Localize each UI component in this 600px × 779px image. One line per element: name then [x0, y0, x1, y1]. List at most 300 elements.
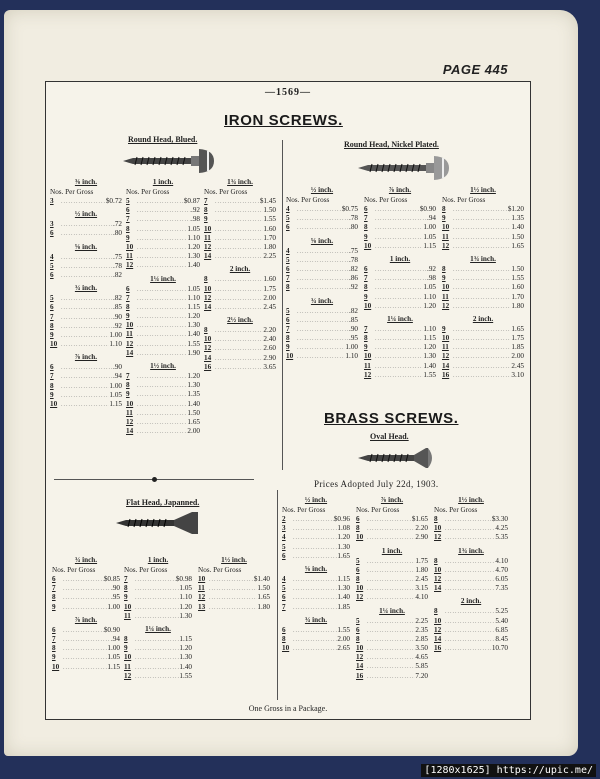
price-per-gross: 1.20: [187, 312, 200, 321]
size-heading: 1 inch.: [147, 556, 169, 564]
dot-leader: [293, 534, 337, 543]
screw-number: 5: [50, 294, 54, 303]
dot-leader: [61, 373, 113, 382]
dot-leader: [293, 594, 337, 603]
price-row: [364, 274, 436, 283]
price-per-gross: .85: [349, 315, 358, 324]
price-row: [286, 205, 358, 214]
dot-leader: [375, 353, 423, 362]
price-row: [356, 617, 428, 626]
screw-number: 9: [442, 324, 446, 333]
screw-number: 10: [204, 284, 212, 293]
screw-number: 10: [50, 400, 58, 408]
price-per-gross: .82: [113, 270, 122, 279]
dot-leader: [63, 654, 107, 663]
price-row: [124, 644, 192, 653]
price-row: [198, 575, 270, 584]
screw-number: 9: [126, 390, 130, 399]
price-per-gross: 1.75: [415, 556, 428, 565]
price-row: [50, 229, 122, 238]
flat-head-screw-icon: [114, 510, 200, 536]
price-row: [442, 352, 524, 361]
dot-leader: [445, 534, 495, 543]
dot-leader: [61, 314, 113, 323]
dot-leader: [215, 364, 263, 373]
price-row: [364, 371, 436, 380]
screw-number: 6: [356, 515, 360, 523]
price-row: [126, 312, 200, 321]
dot-leader: [375, 284, 423, 293]
price-row: [126, 321, 200, 330]
screw-number: 7: [126, 293, 130, 302]
screw-number: 12: [126, 417, 134, 426]
price-per-gross: 1.10: [109, 340, 122, 349]
price-per-gross: 1.10: [423, 292, 436, 301]
dot-leader: [375, 344, 423, 353]
price-per-gross: 5.35: [495, 533, 508, 542]
price-per-gross: 1.30: [179, 653, 192, 662]
screw-number: 3: [50, 197, 54, 205]
price-row: [204, 285, 276, 294]
screw-number: 10: [364, 352, 372, 361]
size-heading: 1¼ inch.: [145, 624, 171, 633]
price-row: [356, 575, 428, 584]
screw-number: 4: [50, 252, 54, 261]
dot-leader: [61, 304, 113, 313]
dot-leader: [297, 317, 349, 326]
price-per-gross: 7.20: [415, 671, 428, 680]
screw-number: 10: [364, 301, 372, 310]
page-number: PAGE 445: [442, 62, 508, 77]
dot-leader: [137, 226, 187, 235]
screw-number: 14: [204, 252, 212, 261]
price-per-gross: 1.15: [337, 574, 350, 583]
iron-blued-col-2: [126, 174, 200, 436]
price-per-gross: 1.10: [179, 593, 192, 602]
dot-leader: [137, 286, 187, 295]
size-heading: ⅝ inch.: [304, 564, 328, 573]
price-per-gross: 1.05: [423, 283, 436, 292]
price-per-gross: 1.80: [257, 602, 270, 611]
price-per-gross: 1.40: [337, 593, 350, 602]
screw-number: 8: [124, 584, 128, 593]
screw-number: 8: [50, 321, 54, 330]
screw-number: 6: [126, 284, 130, 293]
price-per-gross: 10.70: [491, 644, 508, 653]
screw-number: 8: [434, 607, 438, 616]
price-per-gross: 4.25: [495, 524, 508, 533]
screw-number: 16: [356, 671, 364, 680]
dot-leader: [375, 326, 423, 335]
price-per-gross: 2.45: [415, 574, 428, 583]
price-row: [126, 427, 200, 436]
dot-leader: [137, 198, 184, 207]
price-row: [282, 524, 350, 533]
price-row: [442, 223, 524, 232]
dot-leader: [61, 230, 113, 239]
dot-leader: [367, 516, 412, 525]
price-row: [286, 352, 358, 361]
screw-number: 7: [282, 602, 286, 611]
dot-leader: [137, 304, 187, 313]
price-row: [126, 197, 200, 206]
price-row: [356, 584, 428, 593]
price-row: [286, 214, 358, 223]
screw-number: 10: [204, 335, 212, 344]
price-per-gross: .95: [349, 334, 358, 343]
dot-leader: [297, 284, 349, 293]
price-row: [282, 543, 350, 552]
size-heading: 1 inch.: [381, 546, 403, 555]
dot-leader: [209, 604, 257, 613]
price-per-gross: 1.15: [179, 634, 192, 643]
price-per-gross: 1.40: [423, 361, 436, 370]
screw-number: 7: [364, 274, 368, 283]
screw-number: 10: [442, 334, 450, 343]
oval-head-screw-icon: [356, 445, 438, 471]
price-row: [50, 372, 122, 381]
screw-number: 11: [126, 330, 133, 339]
dot-leader: [215, 276, 263, 285]
dot-leader: [135, 613, 179, 622]
screw-number: 10: [50, 340, 58, 349]
price-per-gross: 5.25: [495, 607, 508, 616]
price-date-note: Prices Adopted July 22d, 1903.: [314, 479, 439, 489]
size-heading: 1¾ inch.: [458, 546, 484, 555]
price-per-gross: .80: [349, 223, 358, 232]
price-row: [364, 265, 436, 274]
price-per-gross: 1.20: [423, 343, 436, 352]
price-per-gross: 1.30: [187, 321, 200, 330]
price-per-gross: 4.70: [495, 565, 508, 574]
price-per-gross: 1.80: [415, 565, 428, 574]
price-row: [282, 584, 350, 593]
price-row: [204, 303, 276, 312]
screw-number: 6: [364, 205, 368, 213]
price-row: [442, 214, 524, 223]
price-per-gross: 2.40: [263, 335, 276, 344]
price-row: [204, 275, 276, 284]
price-row: [50, 197, 122, 206]
size-heading: 1½ inch.: [458, 496, 484, 504]
dot-leader: [215, 355, 263, 364]
dot-leader: [215, 198, 260, 207]
price-row: [286, 343, 358, 352]
price-row: [442, 205, 524, 214]
price-per-gross: .92: [427, 264, 436, 273]
price-per-gross: 1.85: [511, 343, 524, 352]
price-row: [442, 233, 524, 242]
screw-number: 12: [442, 241, 450, 250]
size-heading: ½ inch.: [310, 186, 334, 194]
price-per-gross: 6.85: [495, 625, 508, 634]
screw-number: 12: [204, 293, 212, 302]
dot-leader: [61, 323, 113, 332]
screw-number: 9: [50, 330, 54, 339]
iron-blued-col-3: [204, 174, 276, 372]
screw-number: 14: [442, 361, 450, 370]
screw-number: 14: [126, 427, 134, 436]
price-per-gross: $0.90: [419, 205, 436, 213]
screw-number: 12: [434, 574, 442, 583]
price-row: [126, 418, 200, 427]
size-heading: ⅞ inch.: [380, 496, 404, 504]
dot-leader: [453, 335, 511, 344]
screw-number: 9: [442, 214, 446, 223]
dot-leader: [375, 294, 423, 303]
price-row: [204, 206, 276, 215]
dot-leader: [61, 272, 113, 281]
price-row: [124, 653, 192, 662]
price-row: [364, 205, 436, 214]
price-row: [364, 343, 436, 352]
dot-leader: [445, 576, 495, 585]
size-heading: 1½ inch.: [221, 556, 247, 564]
price-per-gross: 1.90: [187, 348, 200, 357]
size-heading: 1¾ inch.: [470, 254, 496, 263]
screw-number: 8: [364, 283, 368, 292]
dot-leader: [215, 336, 263, 345]
screw-number: 9: [364, 232, 368, 241]
price-per-gross: .92: [113, 321, 122, 330]
dot-leader: [453, 275, 511, 284]
price-per-gross: 1.65: [337, 551, 350, 560]
dot-leader: [297, 335, 349, 344]
price-row: [442, 283, 524, 292]
price-row: [50, 253, 122, 262]
dot-leader: [215, 235, 263, 244]
price-per-gross: 1.15: [187, 302, 200, 311]
price-row: [50, 363, 122, 372]
price-per-gross: $1.45: [259, 197, 276, 205]
screw-number: 8: [364, 223, 368, 232]
price-per-gross: $0.98: [175, 575, 192, 583]
iron-screws-heading: IRON SCREWS.: [224, 112, 343, 129]
screw-number: 4: [286, 246, 290, 255]
price-per-gross: 1.35: [187, 390, 200, 399]
dot-leader: [293, 576, 337, 585]
price-per-gross: 1.40: [187, 399, 200, 408]
price-per-gross: 1.00: [109, 381, 122, 390]
screw-number: 8: [434, 515, 438, 523]
screw-number: 12: [442, 301, 450, 310]
price-row: [286, 325, 358, 334]
column-header: Nos. Per Gross: [282, 506, 326, 514]
screw-number: 4: [282, 533, 286, 542]
price-per-gross: 3.10: [511, 370, 524, 379]
screw-number: 8: [442, 264, 446, 273]
price-row: [434, 617, 508, 626]
price-per-gross: 1.30: [423, 352, 436, 361]
price-row: [126, 390, 200, 399]
screw-number: 9: [364, 343, 368, 352]
price-per-gross: .80: [113, 229, 122, 238]
dot-leader: [297, 308, 349, 317]
price-per-gross: .90: [113, 312, 122, 321]
dot-leader: [137, 428, 187, 437]
price-per-gross: 2.35: [415, 625, 428, 634]
price-per-gross: 1.50: [511, 264, 524, 273]
price-per-gross: 2.00: [263, 293, 276, 302]
price-row: [50, 400, 122, 409]
column-divider-lower: [277, 490, 278, 700]
price-per-gross: 4.10: [495, 556, 508, 565]
price-per-gross: .82: [113, 294, 122, 303]
screw-number: 9: [126, 233, 130, 242]
dot-leader: [367, 534, 415, 543]
iron-nickel-col-3: [442, 182, 524, 380]
screw-number: 10: [364, 241, 372, 250]
screw-number: 12: [126, 339, 134, 348]
price-row: [126, 330, 200, 339]
screw-number: 5: [126, 197, 130, 205]
price-row: [286, 307, 358, 316]
dot-leader: [135, 645, 179, 654]
price-per-gross: 1.20: [179, 602, 192, 611]
price-row: [356, 533, 428, 542]
price-per-gross: 1.65: [187, 417, 200, 426]
price-per-gross: 3.50: [415, 644, 428, 653]
screw-number: 10: [434, 524, 442, 533]
size-heading: ⅝ inch.: [310, 236, 334, 245]
dot-leader: [61, 263, 113, 272]
dot-leader: [453, 353, 511, 362]
screw-number: 8: [282, 634, 286, 643]
dot-leader: [297, 275, 349, 284]
screw-number: 2: [282, 515, 286, 523]
price-row: [442, 343, 524, 352]
price-row: [282, 552, 350, 561]
price-per-gross: 1.50: [263, 206, 276, 215]
price-row: [52, 635, 120, 644]
price-row: [442, 325, 524, 334]
size-heading: ¾ inch.: [74, 284, 98, 293]
price-row: [126, 409, 200, 418]
screw-number: 12: [124, 671, 132, 680]
screw-number: 11: [198, 584, 205, 593]
divider-dot: [152, 477, 157, 482]
screw-number: 11: [124, 611, 131, 620]
screw-number: 5: [282, 584, 286, 593]
dot-leader: [375, 372, 423, 381]
price-per-gross: 1.15: [109, 400, 122, 408]
price-row: [286, 316, 358, 325]
dot-leader: [137, 207, 191, 216]
size-heading: 1¼ inch.: [379, 606, 405, 615]
size-heading: 2 inch.: [460, 597, 482, 606]
price-per-gross: 1.30: [179, 611, 192, 620]
dot-leader: [445, 645, 492, 654]
dot-leader: [367, 576, 415, 585]
catalog-page-number: —1569—: [265, 87, 311, 98]
dot-leader: [297, 266, 349, 275]
price-row: [124, 575, 192, 584]
price-row: [356, 524, 428, 533]
screw-number: 10: [204, 224, 212, 233]
column-header: Nos. Per Gross: [442, 196, 486, 204]
screw-number: 8: [126, 302, 130, 311]
price-row: [50, 322, 122, 331]
dot-leader: [61, 198, 106, 207]
price-row: [286, 265, 358, 274]
screw-number: 5: [50, 261, 54, 270]
dot-leader: [445, 516, 492, 525]
dot-leader: [215, 345, 263, 354]
price-row: [126, 234, 200, 243]
screw-number: 8: [126, 224, 130, 233]
dot-leader: [293, 553, 337, 562]
screw-number: 10: [124, 653, 132, 662]
dot-leader: [297, 344, 345, 353]
price-per-gross: 2.00: [337, 634, 350, 643]
price-row: [442, 371, 524, 380]
price-row: [364, 223, 436, 232]
price-row: [434, 644, 508, 653]
screw-number: 7: [124, 575, 128, 583]
price-per-gross: 2.90: [263, 353, 276, 362]
dot-leader: [453, 224, 511, 233]
price-per-gross: $0.75: [341, 205, 358, 213]
price-row: [204, 252, 276, 261]
price-row: [356, 593, 428, 602]
price-row: [434, 607, 508, 616]
price-per-gross: 1.05: [423, 232, 436, 241]
dot-leader: [137, 350, 187, 359]
price-row: [204, 234, 276, 243]
price-per-gross: $0.87: [183, 197, 200, 205]
dot-leader: [367, 673, 415, 682]
dot-leader: [367, 567, 415, 576]
price-per-gross: 1.65: [257, 593, 270, 602]
dot-leader: [375, 363, 423, 372]
dot-leader: [293, 636, 337, 645]
screw-number: 6: [126, 206, 130, 215]
price-row: [204, 354, 276, 363]
price-per-gross: $1.20: [507, 205, 524, 213]
price-row: [442, 274, 524, 283]
dot-leader: [63, 627, 104, 636]
price-per-gross: .72: [113, 220, 122, 229]
screw-number: 14: [204, 353, 212, 362]
dot-leader: [293, 627, 337, 636]
dot-leader: [63, 604, 107, 613]
price-per-gross: .98: [191, 215, 200, 224]
price-per-gross: 1.10: [345, 352, 358, 361]
screw-number: 4: [282, 574, 286, 583]
price-row: [442, 302, 524, 311]
screw-number: 6: [282, 625, 286, 634]
dot-leader: [445, 627, 495, 636]
price-row: [356, 662, 428, 671]
size-heading: 1 inch.: [389, 254, 411, 263]
price-row: [126, 303, 200, 312]
dot-leader: [453, 234, 511, 243]
price-per-gross: 1.05: [187, 224, 200, 233]
dot-leader: [367, 654, 415, 663]
dot-leader: [293, 585, 337, 594]
screw-number: 7: [286, 324, 290, 333]
price-per-gross: 1.30: [337, 542, 350, 551]
price-per-gross: 1.70: [263, 233, 276, 242]
price-row: [50, 303, 122, 312]
screw-number: 11: [442, 232, 449, 241]
screw-number: 9: [50, 390, 54, 399]
column-header: Nos. Per Gross: [50, 188, 94, 196]
price-row: [356, 635, 428, 644]
price-row: [50, 391, 122, 400]
dot-leader: [375, 303, 423, 312]
dot-leader: [375, 234, 423, 243]
